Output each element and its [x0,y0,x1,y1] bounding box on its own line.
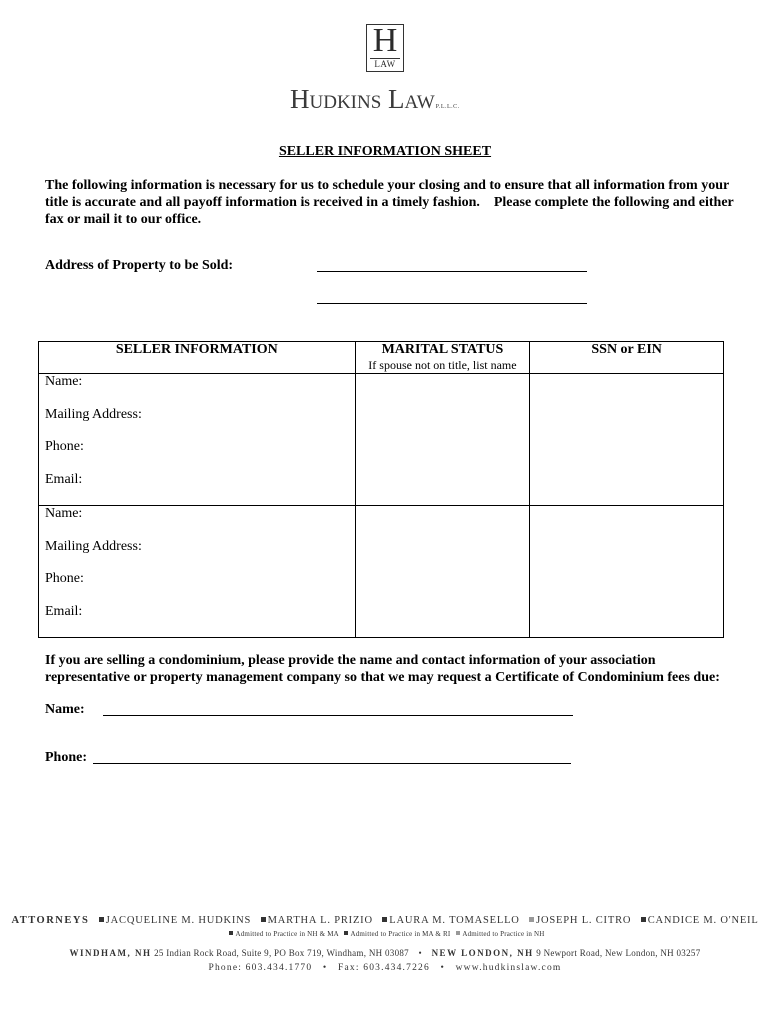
bullet-icon [529,917,534,922]
page-title: SELLER INFORMATION SHEET [278,144,492,159]
table-header-row [39,342,724,374]
bullet-icon [382,917,387,922]
footer-fax: Fax: 603.434.7226 [338,963,430,973]
address-line-1[interactable] [317,271,587,272]
intro-paragraph: The following information is necessary for us to schedule your closing and to ensure that all information from your title is accurate and all payoff information is received in a timely fashion. Please complete the following and either fax or mail it to our office. [45,178,738,227]
separator-dot-icon: • [418,948,422,958]
attorney-name: JOSEPH L. CITRO [536,915,632,926]
firm-logo [366,24,404,72]
seller-1-email-label: Email: [45,472,83,488]
bullet-icon [456,931,460,935]
seller-2-name-label: Name: [45,506,83,521]
footer-contact [0,963,770,973]
header-marital-status [355,342,530,374]
address-line-2[interactable] [317,303,587,304]
seller-1-mailing-label: Mailing Address: [45,406,142,422]
attorney-name: LAURA M. TOMASELLO [389,915,520,926]
footer-website-link[interactable]: www.hudkinslaw.com [455,963,562,973]
logo-letter: H [372,22,398,59]
seller-2-email-label: Email: [45,604,83,620]
office-1-address: 25 Indian Rock Road, Suite 9, PO Box 719, Windham, NH 03087 [154,948,409,958]
header-marital-status-label: MARITAL STATUS [381,342,504,357]
office-2-address: 9 Newport Road, New London, NH 03257 [536,948,701,958]
condo-phone-label: Phone: [45,750,87,765]
firm-suffix: P.L.L.C. [435,104,460,110]
attorney-name: MARTHA L. PRIZIO [267,915,373,926]
address-label: Address of Property to be Sold: [45,258,234,273]
attorney-name: CANDICE M. O'NEIL [647,915,759,926]
header-seller-info-label: SELLER INFORMATION [115,342,278,357]
seller-1-ssn-cell[interactable] [530,374,724,506]
condo-phone-line[interactable] [93,763,571,764]
condo-paragraph: If you are selling a condominium, please provide the name and contact information of your association representative or property management company so that we may request a Certificate of Condominium fees due: [45,653,720,685]
condo-name-line[interactable] [103,715,573,716]
bullet-icon [641,917,646,922]
separator-dot-icon: • [440,963,446,973]
footer-offices [0,948,770,958]
header-marital-status-note: If spouse not on title, list name [368,358,517,372]
header-ssn-ein-label: SSN or EIN [591,342,662,357]
seller-2-marital-cell[interactable] [355,506,530,638]
firm-name-text: Hudkins Law [290,84,435,114]
bullet-icon [99,917,104,922]
bullet-icon [261,917,266,922]
firm-name [290,84,460,115]
office-1-label: WINDHAM, NH [69,948,152,958]
logo-sub: LAW [370,58,400,70]
footer-admissions [0,930,770,938]
bullet-icon [344,931,348,935]
seller-1-name-label: Name: [45,374,83,389]
bullet-icon [229,931,233,935]
admission-note: Admitted to Practice in MA & RI [350,930,451,938]
footer-attorneys [0,915,770,926]
attorneys-label: ATTORNEYS [11,915,90,926]
table-row [39,506,724,638]
seller-1-phone-label: Phone: [45,439,84,455]
separator-dot-icon: • [322,963,328,973]
condo-name-label: Name: [45,702,85,717]
seller-2-ssn-cell[interactable] [530,506,724,638]
seller-table [38,341,724,638]
seller-2-phone-label: Phone: [45,571,84,587]
admission-note: Admitted to Practice in NH & MA [235,930,339,938]
office-2-label: NEW LONDON, NH [431,948,534,958]
admission-note: Admitted to Practice in NH [462,930,545,938]
header-seller-info [39,342,356,374]
seller-2-mailing-label: Mailing Address: [45,538,142,554]
table-row [39,374,724,506]
attorney-name: JACQUELINE M. HUDKINS [105,915,252,926]
seller-1-marital-cell[interactable] [355,374,530,506]
seller-1-info-cell[interactable] [39,374,356,506]
footer-phone: Phone: 603.434.1770 [208,963,313,973]
header-ssn-ein [530,342,724,374]
seller-2-info-cell[interactable] [39,506,356,638]
